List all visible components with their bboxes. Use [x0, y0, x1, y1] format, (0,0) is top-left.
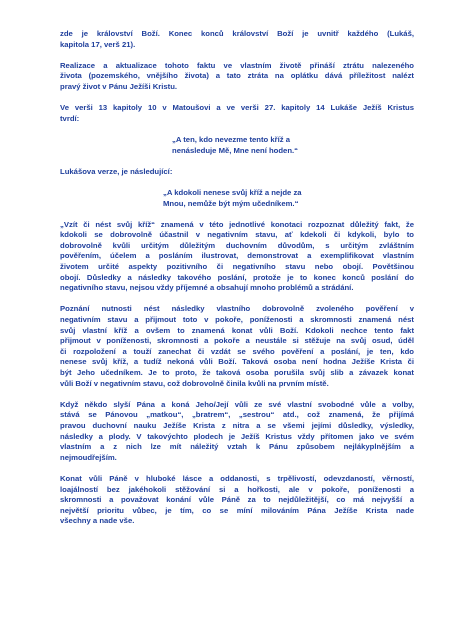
quote-block	[60, 135, 414, 156]
paragraph	[60, 29, 414, 50]
text-line: loajálností bez jakéhokoli stěžování si a hořkosti, ale v pokoře, poníženosti a	[60, 484, 414, 494]
text-line: životem určité aspekty pozitivního či negativního stavu nebo obojí. Povětšinou	[60, 262, 414, 272]
text-line: obojí. Důsledky a následky takového poslání, protože je to konec konců poslání do	[60, 272, 414, 282]
text-line: nejmoudřejším.	[60, 452, 117, 462]
text-line: negativním stavu a přijmout toto v pokoře, poníženosti a skromnosti znamená nést	[60, 315, 414, 325]
text-line: Konat vůli Páně v hluboké lásce a oddanosti, s trpělivostí, odevzdaností, věrností,	[60, 473, 414, 483]
paragraph	[60, 220, 414, 294]
paragraph	[60, 400, 414, 464]
paragraph	[60, 167, 414, 178]
paragraph	[60, 474, 414, 527]
text-line: života (pozemského, vnějšího života) a tato ztráta na oplátku dává příležitost nalézt	[60, 71, 414, 81]
document-body	[60, 29, 414, 527]
text-line: zde je království Boží. Konec konců království Boží je uvnitř každého (Lukáš,	[60, 29, 414, 38]
text-line: „A ten, kdo nevezme tento kříž a	[172, 134, 291, 144]
text-line: dobrovolně kvůli určitým důležitým duchovním důvodům, s určitým zvláštním	[60, 240, 414, 250]
text-line: přijmout v poníženosti, skromnosti a pokoře a neustále si stěžuje na svůj osud, úděl	[60, 336, 414, 346]
text-line: Když někdo slyší Pána a koná Jeho/Její vůli ze své vlastní svobodné vůle a volby,	[60, 399, 414, 409]
text-line: nenásleduje Mě, Mne není hoden.“	[172, 145, 299, 155]
text-line: pravou duchovní nauku Ježíše Krista z nitra a se všemi jejími důsledky, výsledky,	[60, 420, 414, 430]
text-line: vůli Boží v negativním stavu, což dobrovolně činila kvůli na prvním místě.	[60, 378, 329, 388]
text-line: tvrdí:	[60, 113, 80, 123]
text-line: Realizace a aktualizace tohoto faktu ve vlastním životě přináší ztrátu nalezeného	[60, 60, 414, 70]
text-line: svůj vlastní kříž a ovšem to znamená konat vůli Boží. Kdokoli nechce tento fakt	[60, 325, 414, 335]
text-line: negativního stavu, nejsou vždy příjemné a obsahují mnoho problémů a strádání.	[60, 283, 354, 293]
text-line: být Jeho učedníkem. Je to proto, že taková osoba porušila svůj slib a závazek konat	[60, 368, 414, 377]
text-line: všechny a nade vše.	[60, 516, 135, 526]
text-line: nenese svůj kříž, a tudíž nekoná vůli Boží. Taková osoba není hodna Ježíše Krista či	[60, 357, 414, 367]
quote-block	[60, 188, 414, 209]
text-line: následky a plody. V takovýchto plodech je Ježíš Kristus vždy přítomen jako ve svém	[60, 431, 414, 441]
text-line: Mnou, nemůže být mým učedníkem.“	[163, 198, 299, 208]
paragraph	[60, 304, 414, 389]
text-line: „Vzít či nést svůj kříž“ znamená v této jednotlivé konotaci rozpoznat důležitý fakt, že	[60, 219, 414, 229]
text-line: skromnosti a považovat konání vůle Páně za to nejdůležitější, co má nejvyšší a	[60, 495, 414, 505]
text-line: vlastním a z nich lze mít náležitý vztah k Pánu způsobem nejlákyplnějším a	[60, 442, 414, 452]
text-line: či rozpoložení a touží zanechat či vzdát se svého pověření a poslání, je ten, kdo	[60, 346, 414, 356]
text-line: pravý život v Pánu Ježíši Kristu.	[60, 81, 178, 91]
text-line: stává se Pánovou „matkou“, „bratrem“, „sestrou“ atd., což znamená, že přijímá	[60, 410, 414, 420]
text-line: Lukášova verze, je následující:	[60, 166, 173, 176]
text-line: Poznání nutnosti nést následky vlastního dobrovolně zvoleného pověření v	[60, 304, 414, 314]
text-line: „A kdokoli nenese svůj kříž a nejde za	[163, 187, 302, 197]
text-line: kapitola 17, verš 21).	[60, 39, 136, 49]
paragraph	[60, 61, 414, 93]
text-line: Ve verši 13 kapitoly 10 v Matoušovi a ve verši 27. kapitoly 14 Lukáše Ježíš Kristus	[60, 103, 414, 113]
text-line: pověřením, účelem a posláním ilustrovat, demonstrovat a exemplifikovat vlastním	[60, 251, 414, 261]
text-line: největší prioritu vůbec, je tím, co se míní milováním Pána Ježíše Krista nade	[60, 505, 414, 515]
paragraph	[60, 103, 414, 124]
text-line: kdokoli se dobrovolně účastnil v negativním stavu, ať kdekoli či kdykoli, bylo to	[60, 230, 414, 240]
